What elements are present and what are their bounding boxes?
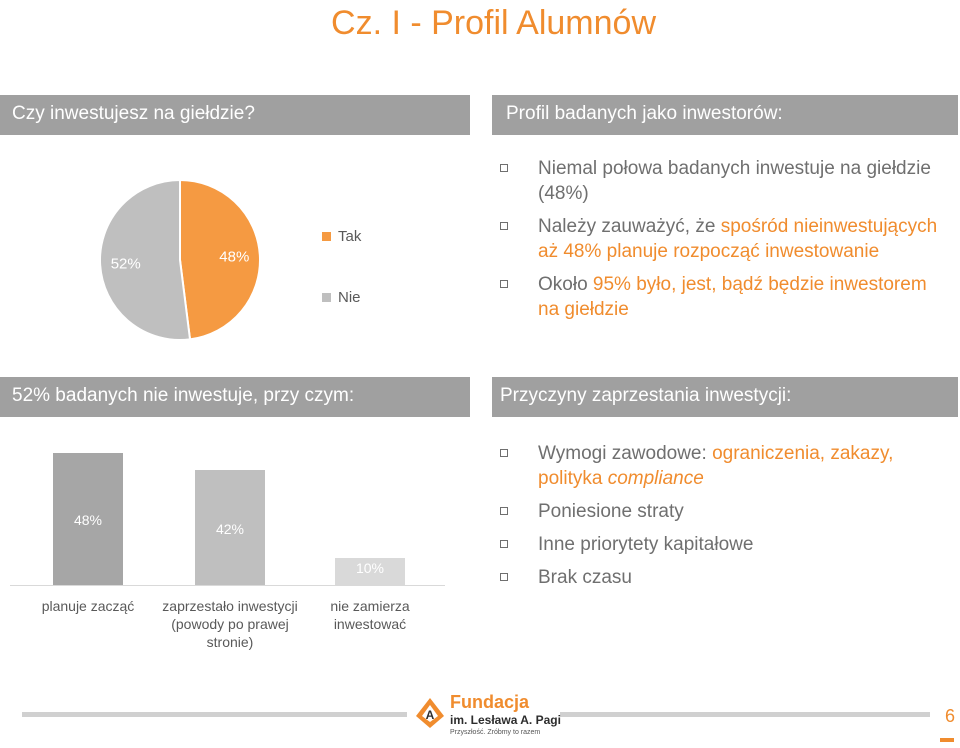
bullet-text: Niemal połowa badanych inwestuje na giełdzie (48%) — [538, 158, 931, 204]
bar-chart — [10, 440, 455, 670]
section-header-investing: Czy inwestujesz na giełdzie? — [0, 95, 470, 135]
legend-label-nie: Nie — [338, 289, 361, 306]
profile-bullet-item — [500, 272, 940, 322]
profile-bullet-list — [500, 156, 940, 330]
footer-line-left — [22, 712, 407, 717]
bullet-square-icon — [500, 164, 508, 172]
highlighted-text: ograniczenia, zakazy, polityka — [538, 443, 894, 489]
legend-swatch-nie — [322, 293, 331, 302]
highlighted-text: spośród nieinwestujących aż 48% planuje rozpocząć inwestowanie — [538, 216, 938, 262]
page-number: 6 — [944, 706, 955, 726]
bullet-text: Poniesione straty — [538, 501, 684, 522]
bullet-square-icon — [500, 507, 508, 515]
bullet-square-icon — [500, 280, 508, 288]
bullet-square-icon — [500, 540, 508, 548]
bar-value-label: 48% — [73, 512, 103, 529]
reasons-bullet-list — [500, 441, 950, 598]
foundation-logo-icon — [412, 694, 448, 730]
bullet-square-icon — [500, 449, 508, 457]
bar-value-label: 42% — [215, 521, 245, 538]
bullet-text: Wymogi zawodowe: — [538, 443, 713, 464]
legend-item-tak — [322, 228, 361, 245]
logo-tagline: Przyszłość. Zróbmy to razem — [450, 729, 541, 736]
bar-category-label: zaprzestało inwestycji (powody po prawej stronie) — [162, 598, 298, 650]
section-header-non-investors: 52% badanych nie inwestuje, przy czym: — [0, 377, 470, 417]
page-title: Cz. I - Profil Alumnów — [331, 4, 656, 42]
section-header-reasons: Przyczyny zaprzestania inwestycji: — [492, 377, 958, 417]
bullet-text: Należy zauważyć, że — [538, 216, 721, 237]
legend-item-nie — [322, 289, 361, 306]
bullet-text: Około — [538, 274, 593, 295]
bullet-square-icon — [500, 573, 508, 581]
profile-bullet-item — [500, 214, 940, 264]
legend-swatch-tak — [322, 232, 331, 241]
reasons-bullet-item — [500, 499, 950, 524]
bullet-text: Brak czasu — [538, 567, 632, 588]
highlighted-text: 95% było, jest, bądź będzie inwestorem na giełdzie — [538, 274, 927, 320]
svg-text:A: A — [425, 708, 435, 722]
bullet-square-icon — [500, 222, 508, 230]
highlighted-text: compliance — [607, 468, 704, 489]
pie-label-tak: 48% — [219, 248, 250, 266]
profile-bullet-item — [500, 156, 940, 206]
reasons-bullet-item — [500, 565, 950, 590]
reasons-bullet-item — [500, 441, 950, 491]
page-number-marker — [940, 738, 954, 742]
bar-chart-baseline — [10, 585, 445, 586]
pie-label-nie: 52% — [110, 255, 141, 273]
reasons-bullet-item — [500, 532, 950, 557]
bullet-text: Inne priorytety kapitałowe — [538, 534, 754, 555]
legend-label-tak: Tak — [338, 228, 362, 245]
footer-line-right — [560, 712, 930, 717]
section-header-profile: Profil badanych jako inwestorów: — [492, 95, 958, 135]
logo-name: Fundacja — [450, 692, 530, 712]
bar-category-label: planuje zacząć — [41, 598, 135, 614]
bar-value-label: 10% — [355, 559, 385, 576]
pie-chart — [95, 175, 265, 345]
bar-category-label: nie zamierza inwestować — [330, 598, 410, 632]
logo-subtitle: im. Lesława A. Pagi — [450, 713, 561, 727]
